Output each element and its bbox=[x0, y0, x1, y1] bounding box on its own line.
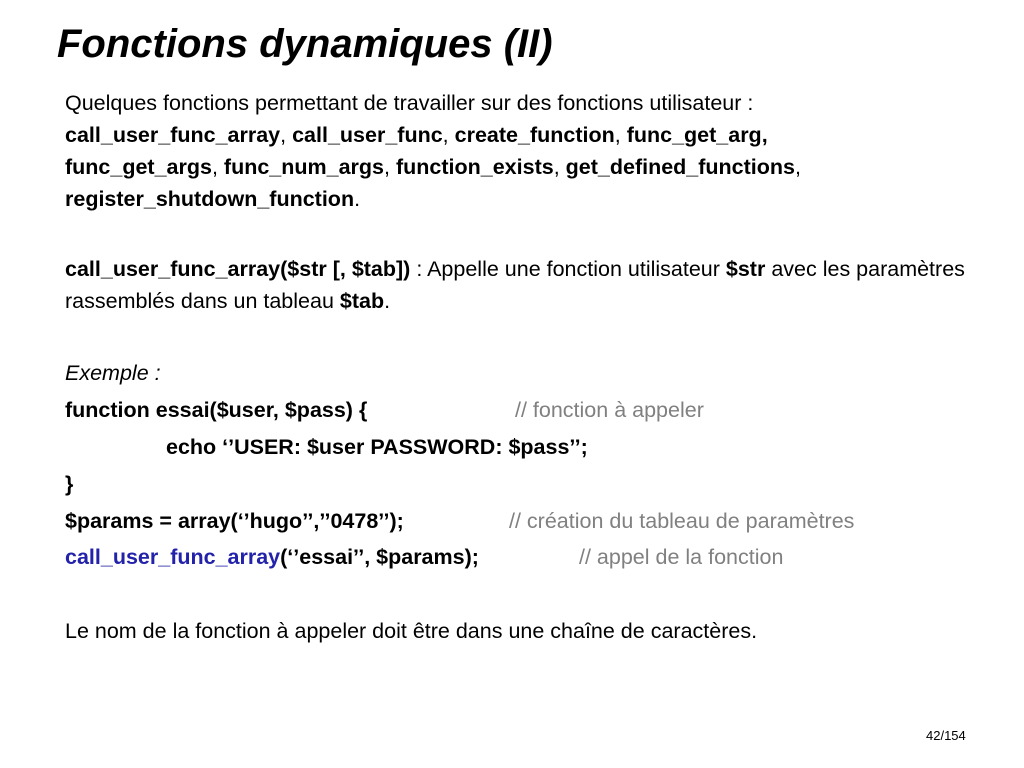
param-name: $tab bbox=[339, 289, 385, 313]
code-line-5 bbox=[65, 543, 784, 571]
function-name: func_get_arg, bbox=[626, 123, 768, 147]
function-name: call_user_func bbox=[292, 123, 443, 147]
page-number: 42/154 bbox=[926, 728, 966, 743]
code-comment: // création du tableau de paramètres bbox=[509, 509, 855, 533]
slide-title: Fonctions dynamiques (II) bbox=[57, 22, 553, 66]
function-name: function_exists bbox=[395, 155, 554, 179]
definition-paragraph bbox=[65, 253, 970, 317]
code-text: (‘’essai’’, $params); bbox=[280, 545, 479, 569]
definition-text: : Appelle une fonction utilisateur bbox=[410, 257, 726, 281]
code-text: $params = array(‘’hugo’’,’’0478’’); bbox=[65, 509, 404, 533]
function-signature: call_user_func_array($str [, $tab]) bbox=[65, 257, 411, 281]
definition-text: avec les paramètres rassemblés dans un tableau bbox=[65, 257, 965, 313]
note-text: Le nom de la fonction à appeler doit être dans une chaîne de caractères. bbox=[65, 619, 758, 643]
function-name-highlight: call_user_func_array bbox=[65, 545, 281, 569]
intro-paragraph: Quelques fonctions permettant de travailler sur des fonctions utilisateur : call_user_func_array, call_user_func, create_function, func_get_arg, func_get_args, func_num_args, function_exists, get_defined_functions, register_shutdown_function. bbox=[65, 91, 801, 211]
code-line-3: } bbox=[65, 472, 74, 496]
code-comment: // fonction à appeler bbox=[515, 398, 704, 422]
code-line-4 bbox=[65, 507, 855, 535]
code-comment: // appel de la fonction bbox=[579, 545, 784, 569]
intro-text: Quelques fonctions permettant de travailler sur des fonctions utilisateur : bbox=[65, 91, 754, 115]
function-name: call_user_func_array bbox=[65, 123, 281, 147]
function-name: get_defined_functions bbox=[565, 155, 795, 179]
code-line-2: echo ‘’USER: $user PASSWORD: $pass’’; bbox=[166, 435, 588, 459]
function-name: func_get_args bbox=[65, 155, 212, 179]
param-name: $str bbox=[725, 257, 766, 281]
code-line-1 bbox=[65, 396, 704, 424]
example-label: Exemple : bbox=[65, 361, 161, 385]
function-name: func_num_args bbox=[223, 155, 385, 179]
function-name: create_function bbox=[454, 123, 615, 147]
code-text: function essai($user, $pass) { bbox=[65, 398, 368, 422]
definition-end: . bbox=[384, 289, 391, 313]
function-name: register_shutdown_function bbox=[65, 187, 355, 211]
